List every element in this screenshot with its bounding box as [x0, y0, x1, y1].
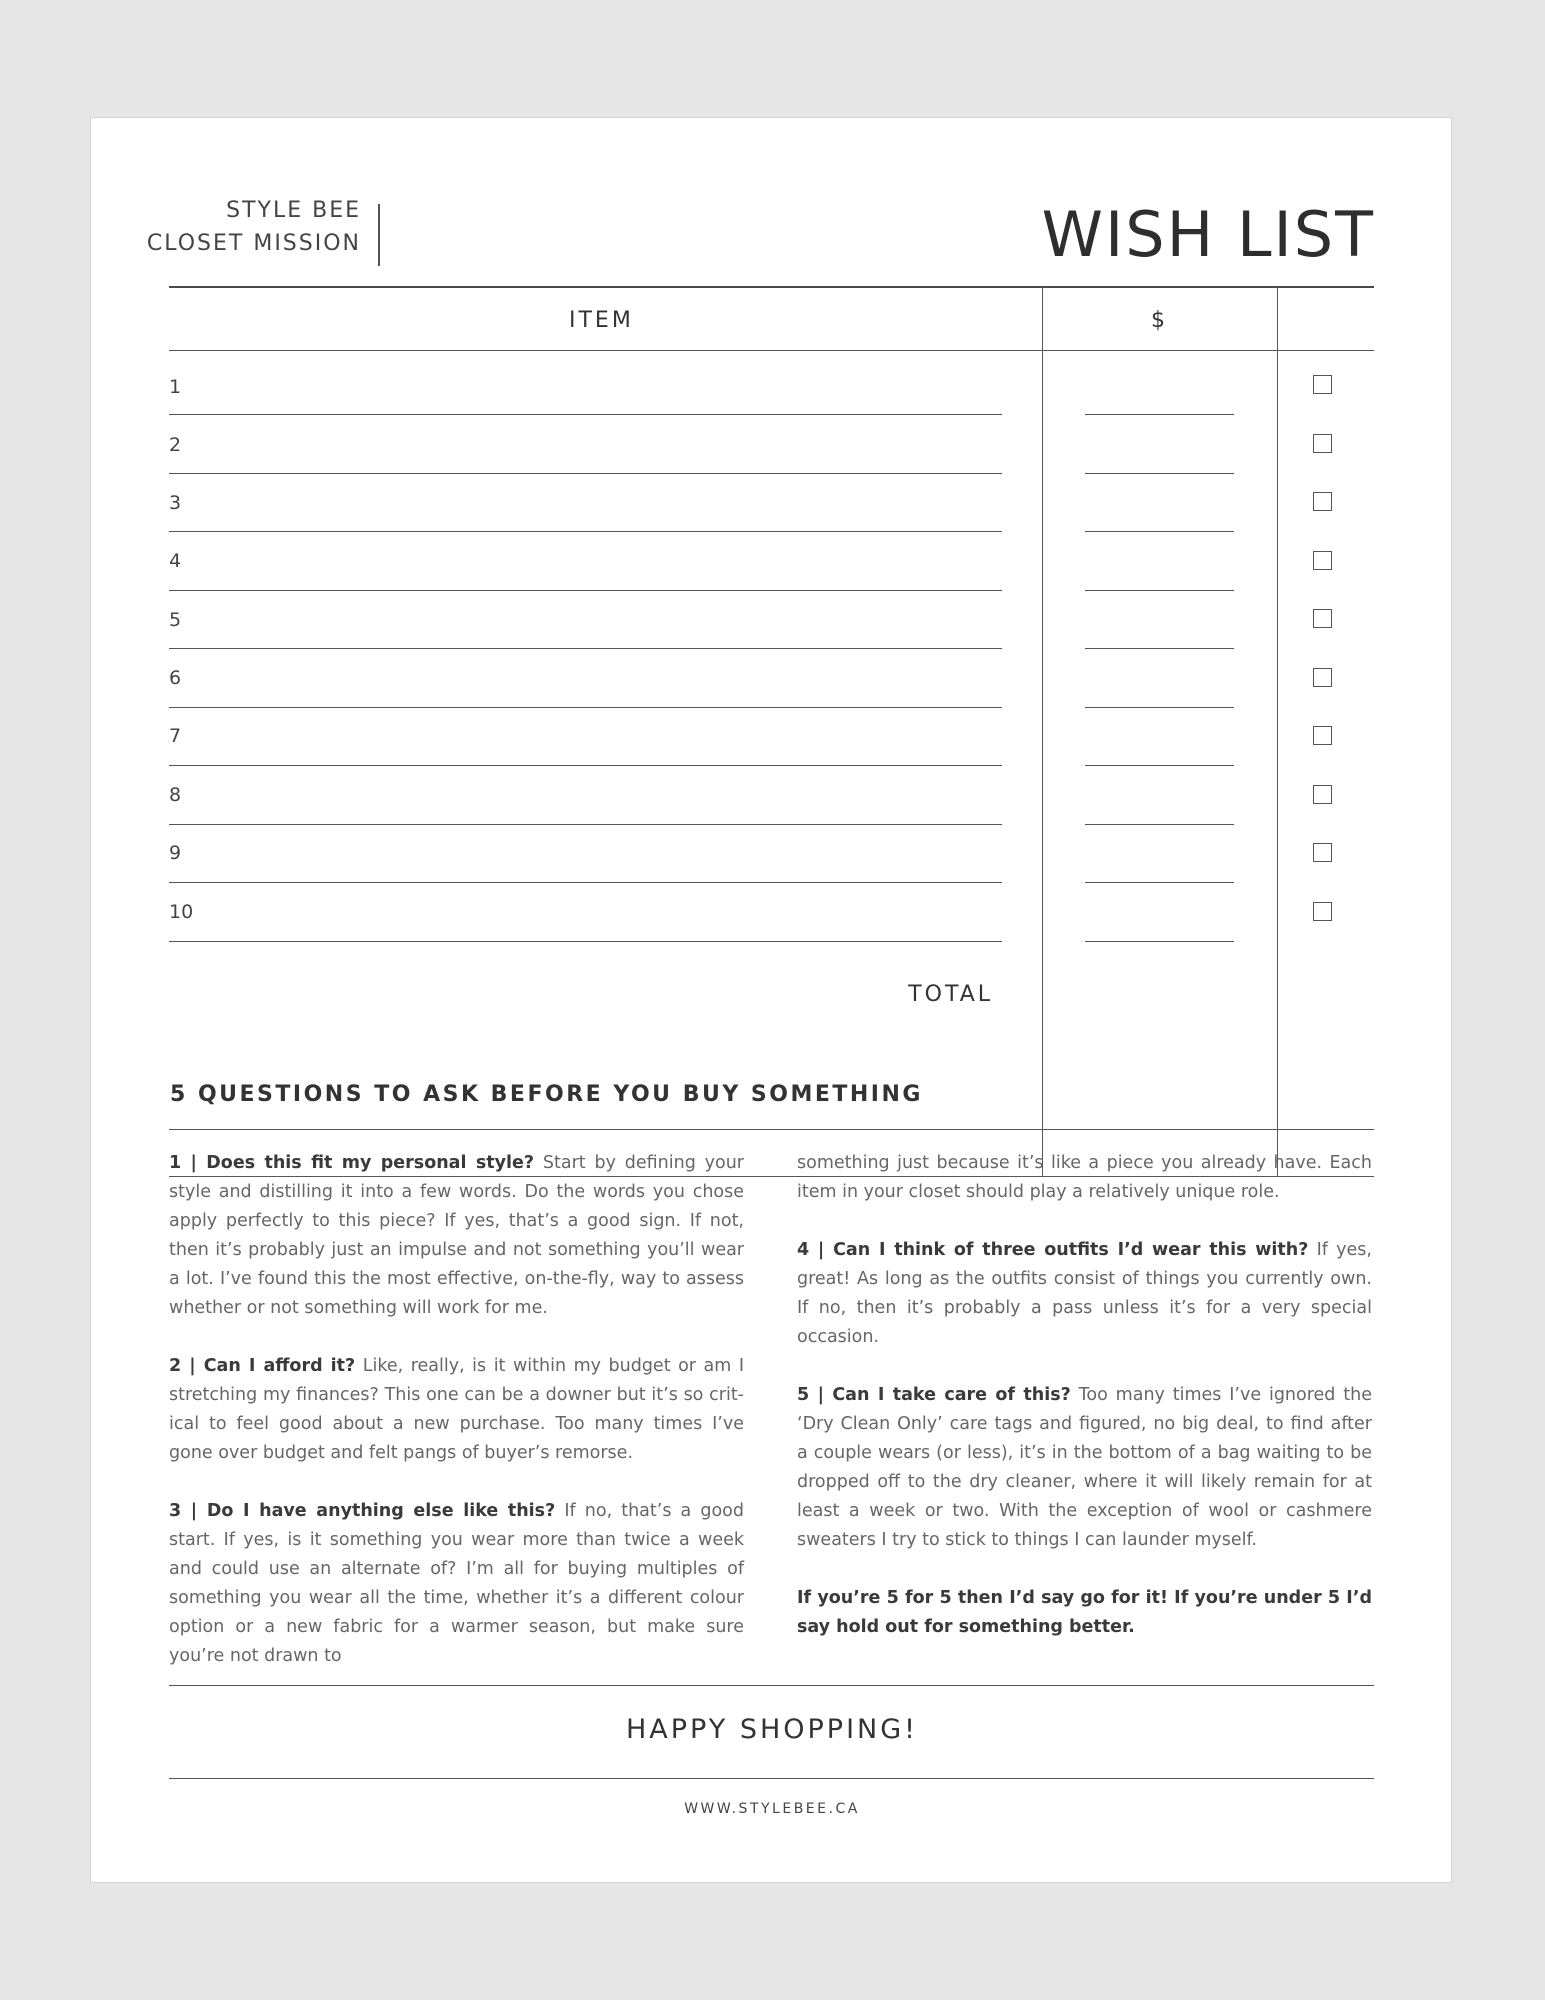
row-number: 3	[169, 492, 182, 514]
item-input-line-6[interactable]	[169, 707, 1002, 708]
price-input-line-7[interactable]	[1085, 765, 1234, 766]
question-3-body: If no, that’s a good start. If yes, is it something you wear more than twice a week and could use an alternate of? I’m all for buying multiples of something you wear all the time, whether it’s a different colour option or a new fabric for a warmer season, but make sure you’re not drawn to	[169, 1501, 744, 1666]
question-2	[169, 1352, 744, 1468]
question-4	[797, 1236, 1372, 1352]
item-input-line-7[interactable]	[169, 765, 1002, 766]
purchased-checkbox-1[interactable]	[1313, 375, 1332, 394]
column-header-item: ITEM	[569, 308, 634, 333]
price-input-line-10[interactable]	[1085, 941, 1234, 942]
question-5	[797, 1381, 1372, 1555]
page-title: WISH LIST	[1041, 198, 1375, 271]
item-input-line-10[interactable]	[169, 941, 1002, 942]
website-link[interactable]: WWW.STYLEBEE.CA	[684, 1801, 860, 1817]
item-input-line-8[interactable]	[169, 824, 1002, 825]
question-2-body: Like, really, is it within my budget or am I stretching my finances? This one can be a downer but it’s so crit-ical to feel good about a new purchase. Too many times I’ve gone over budget and felt pangs of buyer’s remorse.	[169, 1356, 744, 1463]
questions-column-left	[169, 1149, 744, 1671]
table-top-rule	[169, 286, 1374, 288]
brand-divider	[378, 204, 380, 266]
question-3-continued: something just because it’s like a piece you already have. Each item in your closet should play a relatively unique role.	[797, 1153, 1372, 1202]
price-input-line-8[interactable]	[1085, 824, 1234, 825]
price-input-line-1[interactable]	[1085, 414, 1234, 415]
row-number: 8	[169, 784, 182, 806]
questions-heading: 5 QUESTIONS TO ASK BEFORE YOU BUY SOMETHING	[170, 1082, 923, 1107]
row-number: 5	[169, 609, 182, 631]
purchased-checkbox-3[interactable]	[1313, 492, 1332, 511]
question-1	[169, 1149, 744, 1323]
column-divider-check	[1277, 286, 1278, 1176]
question-1-title: 1 | Does this fit my personal style?	[169, 1153, 535, 1173]
question-4-title: 4 | Can I think of three outfits I’d wear this with?	[797, 1240, 1309, 1260]
happy-shopping-text: HAPPY SHOPPING!	[626, 1714, 918, 1745]
row-number: 9	[169, 842, 182, 864]
wish-list-page	[90, 117, 1452, 1883]
column-header-price: $	[1151, 308, 1168, 333]
price-input-line-4[interactable]	[1085, 590, 1234, 591]
purchased-checkbox-9[interactable]	[1313, 843, 1332, 862]
row-number: 7	[169, 725, 182, 747]
question-3-title: 3 | Do I have anything else like this?	[169, 1501, 556, 1521]
brand-block	[91, 194, 361, 260]
row-number: 10	[169, 901, 194, 923]
row-number: 4	[169, 550, 182, 572]
item-input-line-9[interactable]	[169, 882, 1002, 883]
purchased-checkbox-4[interactable]	[1313, 551, 1332, 570]
footer-top-rule	[169, 1685, 1374, 1686]
price-input-line-5[interactable]	[1085, 648, 1234, 649]
row-number: 6	[169, 667, 182, 689]
item-input-line-2[interactable]	[169, 473, 1002, 474]
purchased-checkbox-7[interactable]	[1313, 726, 1332, 745]
purchased-checkbox-8[interactable]	[1313, 785, 1332, 804]
purchased-checkbox-6[interactable]	[1313, 668, 1332, 687]
question-4-body: If yes, great! As long as the outfits consist of things you currently own. If no, then it’s probably a pass unless it’s for a very special occasion.	[797, 1240, 1372, 1347]
price-input-line-3[interactable]	[1085, 531, 1234, 532]
table-header-rule	[169, 350, 1374, 351]
price-input-line-6[interactable]	[1085, 707, 1234, 708]
purchased-checkbox-5[interactable]	[1313, 609, 1332, 628]
question-1-body: Start by defining your style and distilling it into a few words. Do the words you chose apply perfectly to this piece? If yes, that’s a good sign. If not, then it’s probably just an impulse and not something you’ll wear a lot. I’ve found this the most effective, on-the-fly, way to assess whether or not something will work for me.	[169, 1153, 744, 1318]
brand-subtitle: CLOSET MISSION	[146, 231, 361, 256]
item-input-line-1[interactable]	[169, 414, 1002, 415]
purchased-checkbox-10[interactable]	[1313, 902, 1332, 921]
row-number: 2	[169, 434, 182, 456]
price-input-line-9[interactable]	[1085, 882, 1234, 883]
purchased-checkbox-2[interactable]	[1313, 434, 1332, 453]
column-divider-price	[1042, 286, 1043, 1176]
question-5-title: 5 | Can I take care of this?	[797, 1385, 1071, 1405]
footer-bottom-rule	[169, 1778, 1374, 1779]
question-2-title: 2 | Can I afford it?	[169, 1356, 356, 1376]
question-5-body: Too many times I’ve ignored the ‘Dry Clean Only’ care tags and figured, no big deal, to find after a couple wears (or less), it’s in the bottom of a bag waiting to be dropped off to the dry cleaner, where it will likely remain for at least a week or two. With the exception of wool or cashmere sweaters I try to stick to things I can launder myself.	[797, 1385, 1372, 1550]
item-input-line-3[interactable]	[169, 531, 1002, 532]
questions-column-right	[797, 1149, 1372, 1671]
closing-note	[797, 1584, 1372, 1642]
brand-name: STYLE BEE	[226, 198, 361, 223]
closing-note-text: If you’re 5 for 5 then I’d say go for it! If you’re under 5 I’d say hold out for something better.	[797, 1588, 1372, 1637]
item-input-line-5[interactable]	[169, 648, 1002, 649]
question-3	[169, 1497, 744, 1671]
questions-heading-rule	[169, 1129, 1374, 1130]
total-label: TOTAL	[908, 982, 993, 1007]
price-input-line-2[interactable]	[1085, 473, 1234, 474]
item-input-line-4[interactable]	[169, 590, 1002, 591]
row-number: 1	[169, 376, 182, 398]
